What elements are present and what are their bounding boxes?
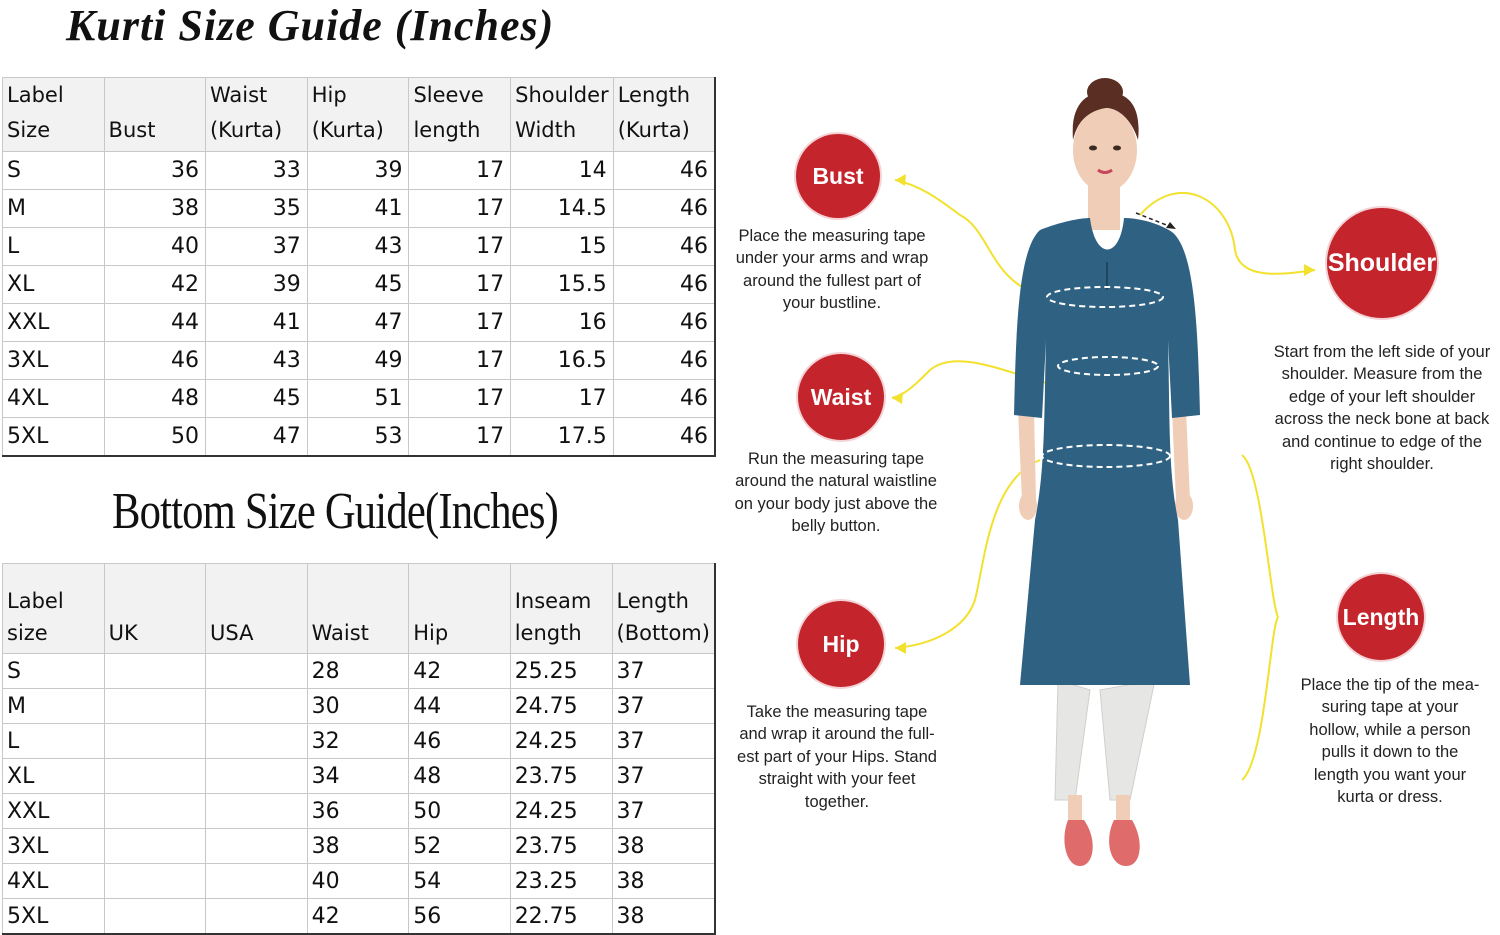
kurti-cell: 17 [409,418,511,457]
kurti-cell: 43 [307,228,409,266]
kurti-cell: 50 [104,418,205,457]
bottom-cell: 28 [307,654,409,689]
kurti-cell: XXL [3,304,105,342]
bottom-cell: 24.75 [510,689,612,724]
kurti-cell: 40 [104,228,205,266]
kurti-cell: 46 [613,190,715,228]
bottom-cell: 42 [307,899,409,935]
bottom-column-header: Length (Bottom) [612,564,715,654]
bottom-cell: 5XL [3,899,105,935]
bottom-cell: 38 [612,829,715,864]
kurti-cell: 33 [205,152,307,190]
kurti-cell: 41 [307,190,409,228]
kurti-cell: L [3,228,105,266]
kurti-cell: 39 [307,152,409,190]
kurti-cell: 5XL [3,418,105,457]
kurti-cell: 37 [205,228,307,266]
kurti-cell: 45 [307,266,409,304]
waist-description: Run the measuring tape around the natural waistline on your body just above the belly button. [734,450,938,536]
bottom-cell: 23.75 [510,829,612,864]
bottom-cell: 54 [409,864,510,899]
bottom-cell: 46 [409,724,510,759]
bottom-cell: 38 [307,829,409,864]
hip-badge: Hip [798,601,884,687]
kurti-cell: 46 [613,380,715,418]
bottom-column-header: Label size [3,564,105,654]
bottom-cell: 37 [612,794,715,829]
bottom-cell: 23.75 [510,759,612,794]
kurti-cell: 17 [409,152,511,190]
kurti-cell: 53 [307,418,409,457]
bottom-cell: 56 [409,899,510,935]
kurti-cell: 17 [511,380,614,418]
bottom-cell: 25.25 [510,654,612,689]
bottom-cell: 37 [612,689,715,724]
kurti-cell: 17 [409,304,511,342]
kurti-cell: 17 [409,342,511,380]
kurti-cell: 17 [409,380,511,418]
kurti-cell: 15.5 [511,266,614,304]
kurti-cell: 43 [205,342,307,380]
kurti-cell: 3XL [3,342,105,380]
bottom-cell: S [3,654,105,689]
bottom-cell: 44 [409,689,510,724]
kurti-cell: 46 [104,342,205,380]
kurti-column-header: Label Size [3,78,105,152]
kurti-cell: 16.5 [511,342,614,380]
kurti-column-header: Waist (Kurta) [205,78,307,152]
kurti-cell: 36 [104,152,205,190]
hip-description: Take the measuring tape and wrap it around the full- est part of your Hips. Stand straight with your feet together. [737,703,937,811]
kurti-cell: 17 [409,266,511,304]
hair-bun [1087,78,1123,106]
kurti-cell: 39 [205,266,307,304]
bottom-cell: 42 [409,654,510,689]
kurti-cell: S [3,152,105,190]
kurti-cell: 46 [613,228,715,266]
head [1073,108,1137,192]
kurti-cell: 41 [205,304,307,342]
bottom-cell: 52 [409,829,510,864]
bottom-cell: XL [3,759,105,794]
bottom-size-guide-title: Bottom Size Guide(Inches) [112,483,559,540]
kurti-cell: 47 [307,304,409,342]
kurti-cell: 46 [613,152,715,190]
kurti-cell: 17 [409,190,511,228]
bottom-cell: 32 [307,724,409,759]
bottom-cell: 37 [612,759,715,794]
bottom-cell: 37 [612,724,715,759]
bottom-cell: 37 [612,654,715,689]
kurti-cell: 47 [205,418,307,457]
kurti-cell: 46 [613,304,715,342]
kurti-cell: 46 [613,266,715,304]
bottom-cell: 40 [307,864,409,899]
kurti-column-header: Bust [104,78,205,152]
kurti-size-guide-title: Kurti Size Guide (Inches) [66,1,555,50]
kurti-cell: 14.5 [511,190,614,228]
length-description: Place the tip of the mea- suring tape at your hollow, while a person pulls it down to the length you want your kurta or dress. [1300,676,1480,807]
kurti-cell: 4XL [3,380,105,418]
bottom-cell: 3XL [3,829,105,864]
kurti-cell: 46 [613,418,715,457]
kurti-cell: 42 [104,266,205,304]
kurti-cell: 35 [205,190,307,228]
bottom-column-header: UK [104,564,205,654]
kurti-cell: 51 [307,380,409,418]
bottom-cell: 34 [307,759,409,794]
bottom-column-header: Hip [409,564,510,654]
bottom-cell: 23.25 [510,864,612,899]
bottom-cell: 24.25 [510,724,612,759]
kurti-cell: 46 [613,342,715,380]
bottom-cell: L [3,724,105,759]
length-badge: Length [1338,574,1424,660]
bottom-column-header: Waist [307,564,409,654]
kurti-cell: 17 [409,228,511,266]
kurti-cell: 44 [104,304,205,342]
kurti-cell: 16 [511,304,614,342]
shoulder-badge: Shoulder [1327,208,1437,318]
bottom-cell: 36 [307,794,409,829]
bottom-cell: 48 [409,759,510,794]
kurti-column-header: Shoulder Width [511,78,614,152]
kurti-cell: 49 [307,342,409,380]
length-bracket [1242,455,1278,780]
bottom-column-header: Inseam length [510,564,612,654]
left-shoe [1064,820,1092,866]
kurti-cell: 15 [511,228,614,266]
bottom-cell: 38 [612,864,715,899]
kurti-column-header: Sleeve length [409,78,511,152]
kurti-cell: M [3,190,105,228]
kurti-column-header: Length (Kurta) [613,78,715,152]
right-shoe [1109,820,1140,866]
bottom-cell: 4XL [3,864,105,899]
bottom-cell: XXL [3,794,105,829]
kurti-cell: 17.5 [511,418,614,457]
kurti-cell: 38 [104,190,205,228]
bottom-cell: 24.25 [510,794,612,829]
kurti-cell: 48 [104,380,205,418]
bottom-column-header: USA [206,564,308,654]
bottom-cell: M [3,689,105,724]
kurti-cell: 45 [205,380,307,418]
kurti-column-header: Hip (Kurta) [307,78,409,152]
bottom-cell: 38 [612,899,715,935]
waist-badge: Waist [798,354,884,440]
shoulder-description: Start from the left side of your shoulder. Measure from the edge of your left shoulder across the neck bone at back and continue to edge of the right shoulder. [1273,343,1491,474]
bust-badge: Bust [796,134,880,218]
kurti-cell: 14 [511,152,614,190]
kurti-cell: XL [3,266,105,304]
bottom-cell: 22.75 [510,899,612,935]
bust-description: Place the measuring tape under your arms and wrap around the fullest part of your bustline. [735,227,929,313]
bottom-cell: 30 [307,689,409,724]
bottom-cell: 50 [409,794,510,829]
